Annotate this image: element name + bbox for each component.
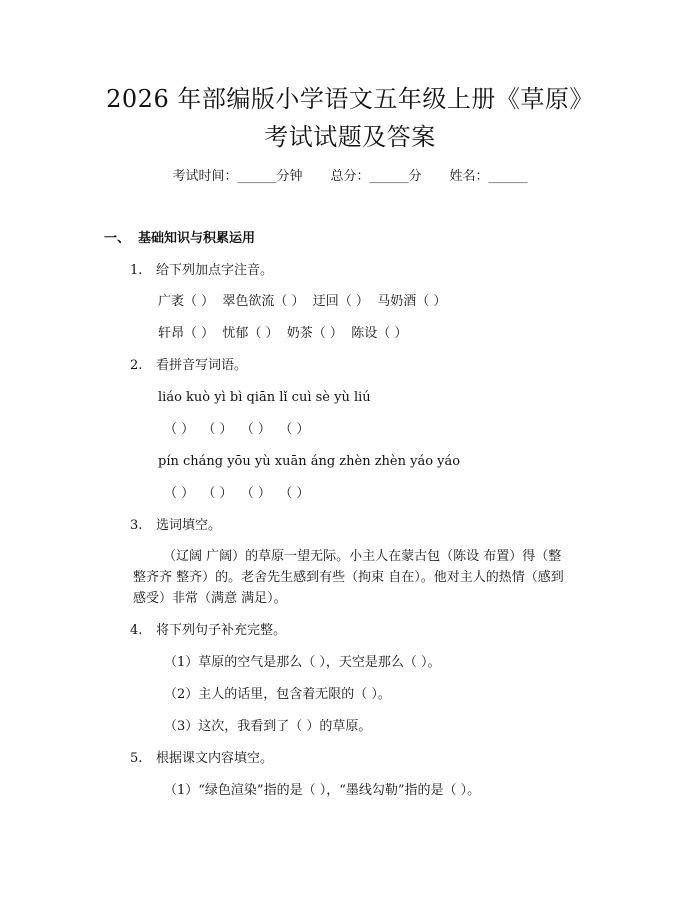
q4-item-1: （1）草原的空气是那么（ ），天空是那么（ ）。 — [164, 655, 441, 670]
q5-item-1: （1）“绿色渲染”指的是（ ），“墨线勾勒”指的是（ ）。 — [164, 783, 481, 798]
q3-passage: （辽阔 广阔）的草原一望无际。小主人在蒙古包（陈设 布置）得（整整齐齐 整齐）的。老舍先生感到有些（拘束 自在）。他对主人的热情（感到 感受）非常（满意 满足）。 — [133, 549, 564, 606]
question-5 — [130, 750, 273, 768]
exam-meta — [0, 168, 700, 186]
question-prompt: 选词填空。 — [156, 518, 222, 533]
q1-row-1: 广袤（ ） 翠色欲流（ ） 迂回（ ） 马奶酒（ ） — [158, 294, 447, 309]
q2-blanks-2: （ ） （ ） （ ） （ ） — [164, 486, 310, 501]
total-score: 总分：______分 — [330, 169, 422, 184]
question-3 — [130, 517, 221, 535]
q2-blanks-1: （ ） （ ） （ ） （ ） — [164, 422, 310, 437]
question-2 — [130, 357, 247, 375]
title-line-1: 2026 年部编版小学语文五年级上册《草原》 — [106, 85, 594, 113]
question-prompt: 根据课文内容填空。 — [156, 751, 274, 766]
q1-row-2: 轩昂（ ） 忧郁（ ） 奶茶（ ） 陈设（ ） — [158, 326, 408, 341]
q2-pinyin-1: liáo kuò yì bì qiān lǐ cuì sè yù liú — [158, 390, 371, 405]
question-number: 5. — [130, 751, 143, 766]
section-title: 基础知识与积累运用 — [138, 231, 256, 246]
q2-pinyin-2: pín cháng yōu yù xuān áng zhèn zhèn yáo yáo — [158, 454, 461, 469]
section-number: 一、 — [104, 231, 131, 246]
exam-time: 考试时间：______分钟 — [172, 169, 303, 184]
section-heading — [104, 230, 255, 248]
question-prompt: 将下列句子补充完整。 — [156, 623, 287, 638]
question-prompt: 看拼音写词语。 — [156, 358, 248, 373]
q4-item-2: （2）主人的话里，包含着无限的（ ）。 — [164, 687, 391, 702]
question-4 — [130, 622, 286, 640]
question-number: 2. — [130, 358, 143, 373]
q4-item-3: （3）这次，我看到了（ ）的草原。 — [164, 719, 372, 734]
question-number: 4. — [130, 623, 143, 638]
question-1 — [130, 262, 273, 280]
question-number: 3. — [130, 518, 143, 533]
question-prompt: 给下列加点字注音。 — [156, 263, 274, 278]
question-number: 1. — [130, 263, 143, 278]
student-name: 姓名：______ — [449, 169, 528, 184]
title-line-2: 考试试题及答案 — [264, 123, 436, 151]
